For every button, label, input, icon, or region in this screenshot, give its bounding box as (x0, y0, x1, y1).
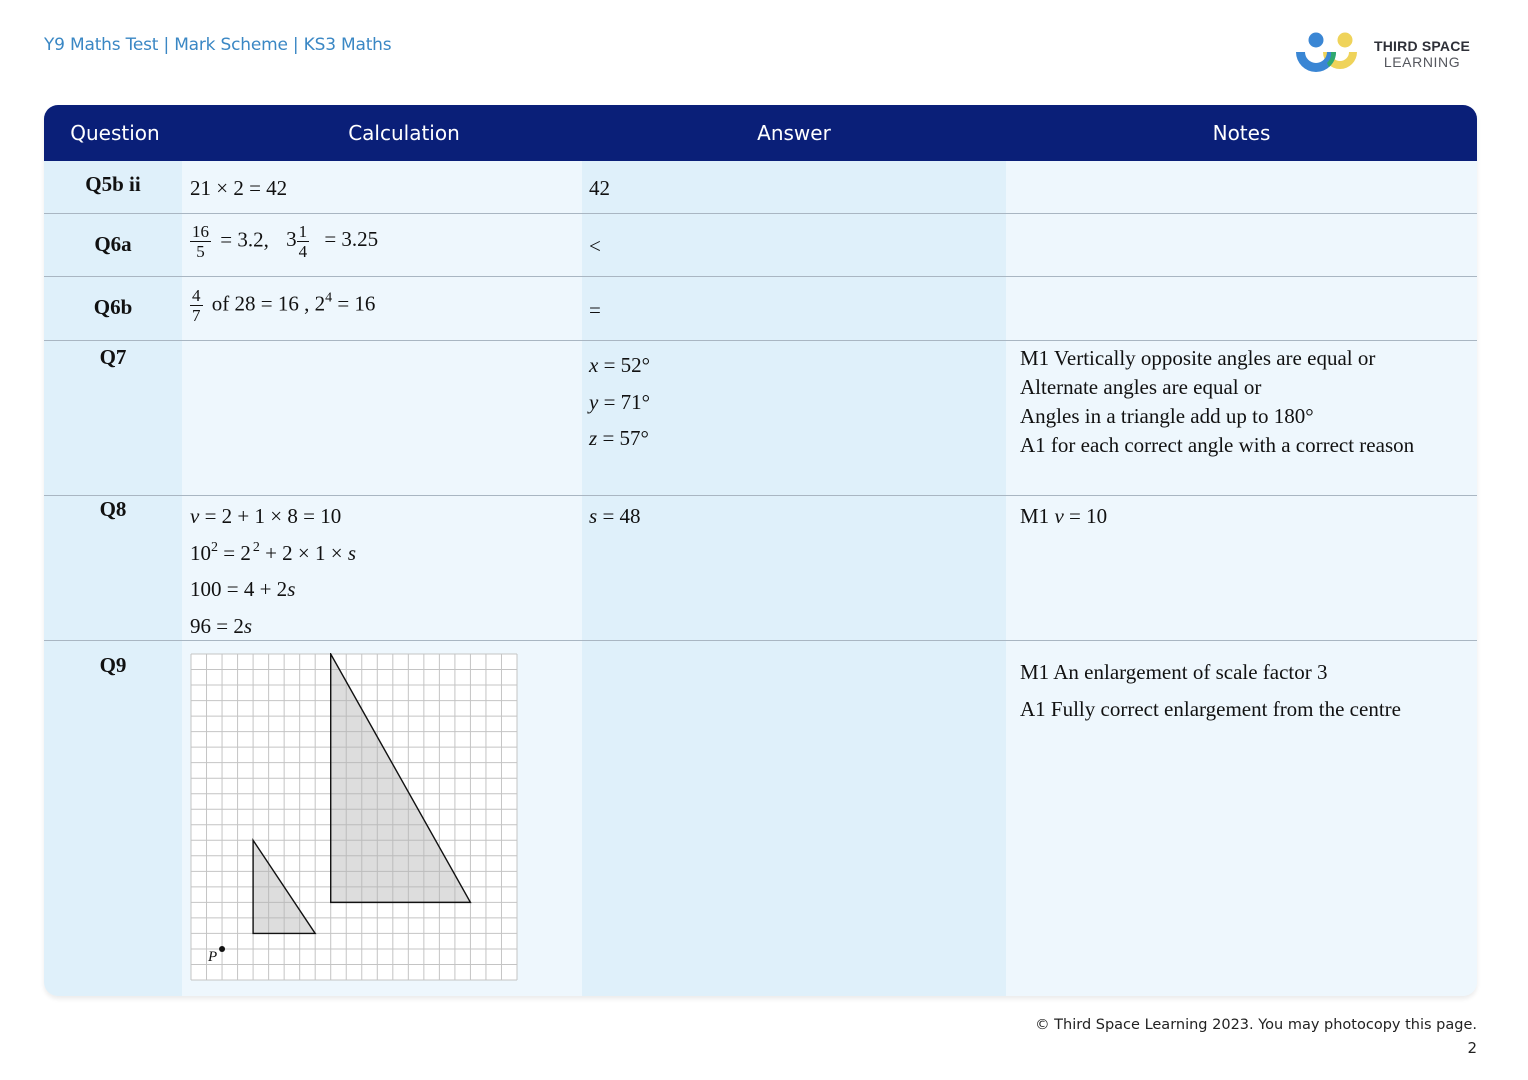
variable: v (190, 504, 200, 528)
answer-value (589, 384, 999, 421)
calculation-text: of 28 = 16 , 2 (211, 291, 326, 316)
fraction-denominator: 4 (298, 242, 308, 261)
document-title: Y9 Maths Test | Mark Scheme | KS3 Maths (44, 35, 392, 55)
calculation-line (190, 535, 580, 572)
notes-cell (1020, 277, 1470, 340)
calculation-cell (190, 277, 580, 340)
mixed-number-whole: 3 (286, 227, 297, 252)
fraction (190, 222, 211, 261)
answer-cell (589, 641, 999, 996)
header-question: Question (70, 121, 160, 145)
calculation-text: = 2 (223, 540, 251, 565)
logo-text-line2: LEARNING (1383, 54, 1461, 70)
variable: y (589, 389, 599, 414)
calculation-text: + 2 × 1 × (265, 540, 343, 565)
answer-text: = 48 (602, 504, 641, 528)
variable: z (589, 426, 598, 450)
notes-cell (1020, 341, 1470, 495)
calculation-cell (190, 496, 580, 640)
mark-scheme-table (44, 105, 1477, 996)
notes-cell (1020, 214, 1470, 276)
note-line: M1 Vertically opposite angles are equal or (1020, 346, 1376, 370)
answer-text: = 52° (603, 353, 651, 377)
answer-cell (589, 341, 999, 495)
calculation-cell (190, 214, 580, 276)
note-line: A1 for each correct angle with a correct reason (1020, 433, 1415, 457)
calculation-text: = 3.25 (324, 227, 379, 252)
fraction-numerator: 4 (192, 286, 201, 305)
calculation-cell (44, 641, 582, 996)
note-line: A1 Fully correct enlargement from the centre (1020, 696, 1401, 721)
fraction (190, 286, 203, 325)
question-label: Q7 (99, 345, 127, 369)
notes-cell (1020, 641, 1470, 996)
answer-cell (589, 214, 999, 276)
fraction (297, 222, 310, 261)
calculation-cell (190, 161, 580, 213)
calculation-text: 96 = 2 (190, 613, 244, 638)
calculation-cell (190, 341, 580, 495)
question-label: Q5b ii (85, 172, 141, 196)
note-line: Angles in a triangle add up to 180° (1020, 404, 1314, 428)
enlargement-diagram (190, 653, 518, 987)
calculation-text: 10 (190, 540, 211, 565)
variable: s (287, 577, 296, 601)
square-grid-diagram (190, 653, 518, 981)
answer-value (589, 347, 999, 384)
table-row-q6a (44, 214, 1477, 277)
answer-value (589, 498, 999, 535)
note-line: Alternate angles are equal or (1020, 375, 1262, 399)
header-calculation: Calculation (348, 121, 460, 145)
note-line: M1 An enlargement of scale factor 3 (1020, 660, 1328, 684)
question-label: Q6b (93, 295, 133, 319)
question-label: Q6a (94, 232, 132, 256)
answer-value: < (589, 234, 601, 258)
third-space-learning-logo-icon (1294, 30, 1370, 76)
point-label: P (208, 948, 218, 965)
table-row-q9 (44, 641, 1477, 996)
mark-code: M1 (1020, 504, 1050, 528)
calculation-text: = 2 + 1 × 8 = 10 (204, 504, 342, 528)
answer-cell (589, 496, 999, 640)
answer-value (589, 420, 999, 457)
fraction-numerator: 16 (192, 222, 209, 241)
variable: s (589, 504, 598, 528)
fraction-numerator: 1 (298, 222, 308, 241)
variable: s (347, 540, 357, 565)
calculation-text: = 16 (337, 291, 376, 316)
fraction-denominator: 7 (192, 306, 201, 325)
calculation-line (190, 498, 580, 535)
table-row-q6b (44, 277, 1477, 341)
question-label: Q8 (99, 497, 127, 521)
header-answer: Answer (757, 121, 831, 145)
third-space-learning-logo (1294, 30, 1484, 78)
answer-text: = 57° (602, 426, 649, 450)
header-notes: Notes (1212, 121, 1271, 145)
answer-cell (589, 161, 999, 213)
exponent: 2 (211, 539, 218, 555)
logo-text-line1: THIRD SPACE (1374, 38, 1471, 54)
calculation-text: = 3.2, (220, 227, 269, 252)
variable: x (589, 353, 599, 377)
answer-text: = 71° (603, 389, 651, 414)
table-header (44, 105, 1477, 161)
table-row-q7 (44, 341, 1477, 496)
note-text: = 10 (1069, 504, 1108, 528)
question-label: Q9 (99, 653, 127, 677)
variable: s (243, 613, 253, 638)
calculation-line: 21 × 2 = 42 (190, 176, 288, 200)
note-line (1020, 498, 1470, 535)
fraction-denominator: 5 (196, 242, 205, 261)
calculation-line (190, 571, 580, 608)
table-row-q8 (44, 496, 1477, 641)
centre-point-p (219, 946, 225, 952)
calculation-line (190, 608, 580, 645)
copyright-notice: © Third Space Learning 2023. You may photocopy this page. (1035, 1017, 1477, 1033)
notes-cell (1020, 496, 1470, 640)
variable: v (1054, 504, 1064, 528)
answer-value: = (589, 298, 601, 322)
table-row-q5b-ii (44, 161, 1477, 214)
exponent: 2 (252, 539, 260, 555)
answer-value: 42 (589, 176, 610, 200)
page-number: 2 (1467, 1039, 1477, 1057)
answer-cell (589, 277, 999, 340)
notes-cell (1020, 161, 1470, 213)
calculation-text: 100 = 4 + 2 (190, 577, 288, 601)
exponent: 4 (325, 290, 333, 306)
